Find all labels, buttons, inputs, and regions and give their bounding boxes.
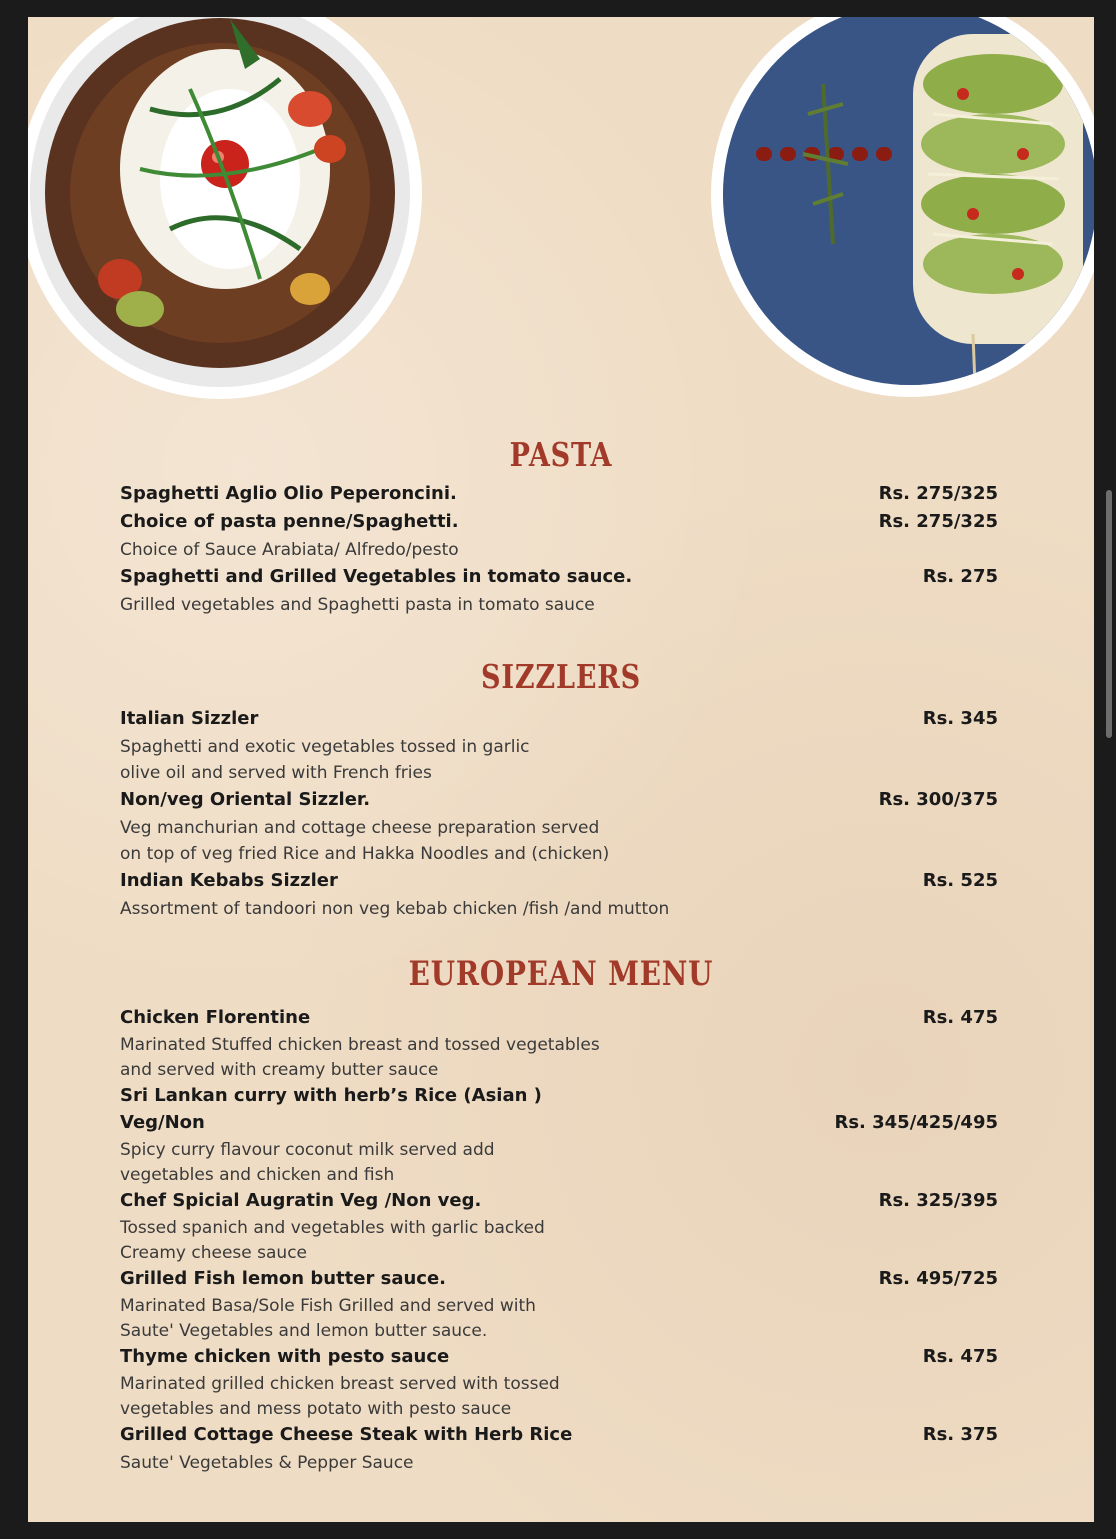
item-name: Non/veg Oriental Sizzler. xyxy=(120,789,371,810)
item-price: Rs. 300/375 xyxy=(878,789,998,810)
item-name: Spaghetti Aglio Olio Peperoncini. xyxy=(120,483,457,504)
item-name: Chef Spicial Augratin Veg /Non veg. xyxy=(120,1190,482,1211)
item-price: Rs. 475 xyxy=(922,1007,998,1028)
item-price: Rs. 345 xyxy=(922,708,998,729)
item-description: Tossed spanich and vegetables with garlic backed xyxy=(120,1218,545,1238)
item-name: Thyme chicken with pesto sauce xyxy=(120,1346,450,1367)
item-name-continued: Veg/Non xyxy=(120,1112,205,1133)
item-price: Rs. 375 xyxy=(922,1424,998,1445)
item-description: Assortment of tandoori non veg kebab chicken /fish /and mutton xyxy=(120,899,670,919)
item-description: Saute' Vegetables and lemon butter sauce. xyxy=(120,1321,488,1341)
section-title-pasta: PASTA xyxy=(509,435,613,474)
item-name: Italian Sizzler xyxy=(120,708,259,729)
item-description: olive oil and served with French fries xyxy=(120,763,432,783)
section-title-european-menu: EUROPEAN MENU xyxy=(408,954,714,994)
item-description: Saute' Vegetables & Pepper Sauce xyxy=(120,1453,414,1473)
item-description: Spicy curry flavour coconut milk served add xyxy=(120,1140,495,1160)
item-description: Creamy cheese sauce xyxy=(120,1243,307,1263)
item-price: Rs. 345/425/495 xyxy=(834,1112,998,1133)
item-name: Grilled Fish lemon butter sauce. xyxy=(120,1268,447,1289)
item-price: Rs. 325/395 xyxy=(878,1190,998,1211)
item-price: Rs. 495/725 xyxy=(878,1268,998,1289)
section-title-sizzlers: SIZZLERS xyxy=(481,657,641,696)
item-description: Marinated Basa/Sole Fish Grilled and served with xyxy=(120,1296,536,1316)
item-name: Sri Lankan curry with herb’s Rice (Asian ) xyxy=(120,1085,542,1106)
item-description: Veg manchurian and cottage cheese preparation served xyxy=(120,818,600,838)
item-name: Choice of pasta penne/Spaghetti. xyxy=(120,511,459,532)
pasta-bowl-photo xyxy=(28,17,422,399)
item-price: Rs. 275/325 xyxy=(878,511,998,532)
item-name: Grilled Cottage Cheese Steak with Herb Rice xyxy=(120,1424,573,1445)
item-description: Marinated grilled chicken breast served with tossed xyxy=(120,1374,560,1394)
item-price: Rs. 275/325 xyxy=(878,483,998,504)
item-price: Rs. 275 xyxy=(922,566,998,587)
item-description: vegetables and chicken and fish xyxy=(120,1165,395,1185)
tacos-platter-photo xyxy=(711,17,1094,397)
item-description: Grilled vegetables and Spaghetti pasta in tomato sauce xyxy=(120,595,595,615)
item-description: Marinated Stuffed chicken breast and tossed vegetables xyxy=(120,1035,600,1055)
item-name: Spaghetti and Grilled Vegetables in tomato sauce. xyxy=(120,566,633,587)
item-description: Spaghetti and exotic vegetables tossed in garlic xyxy=(120,737,530,757)
vertical-scrollbar[interactable] xyxy=(1106,490,1112,738)
item-price: Rs. 475 xyxy=(922,1346,998,1367)
item-name: Indian Kebabs Sizzler xyxy=(120,870,338,891)
item-name: Chicken Florentine xyxy=(120,1007,311,1028)
item-description: on top of veg fried Rice and Hakka Noodles and (chicken) xyxy=(120,844,610,864)
menu-page xyxy=(28,17,1094,1522)
item-description: and served with creamy butter sauce xyxy=(120,1060,439,1080)
item-description: Choice of Sauce Arabiata/ Alfredo/pesto xyxy=(120,540,459,560)
item-price: Rs. 525 xyxy=(922,870,998,891)
item-description: vegetables and mess potato with pesto sauce xyxy=(120,1399,512,1419)
